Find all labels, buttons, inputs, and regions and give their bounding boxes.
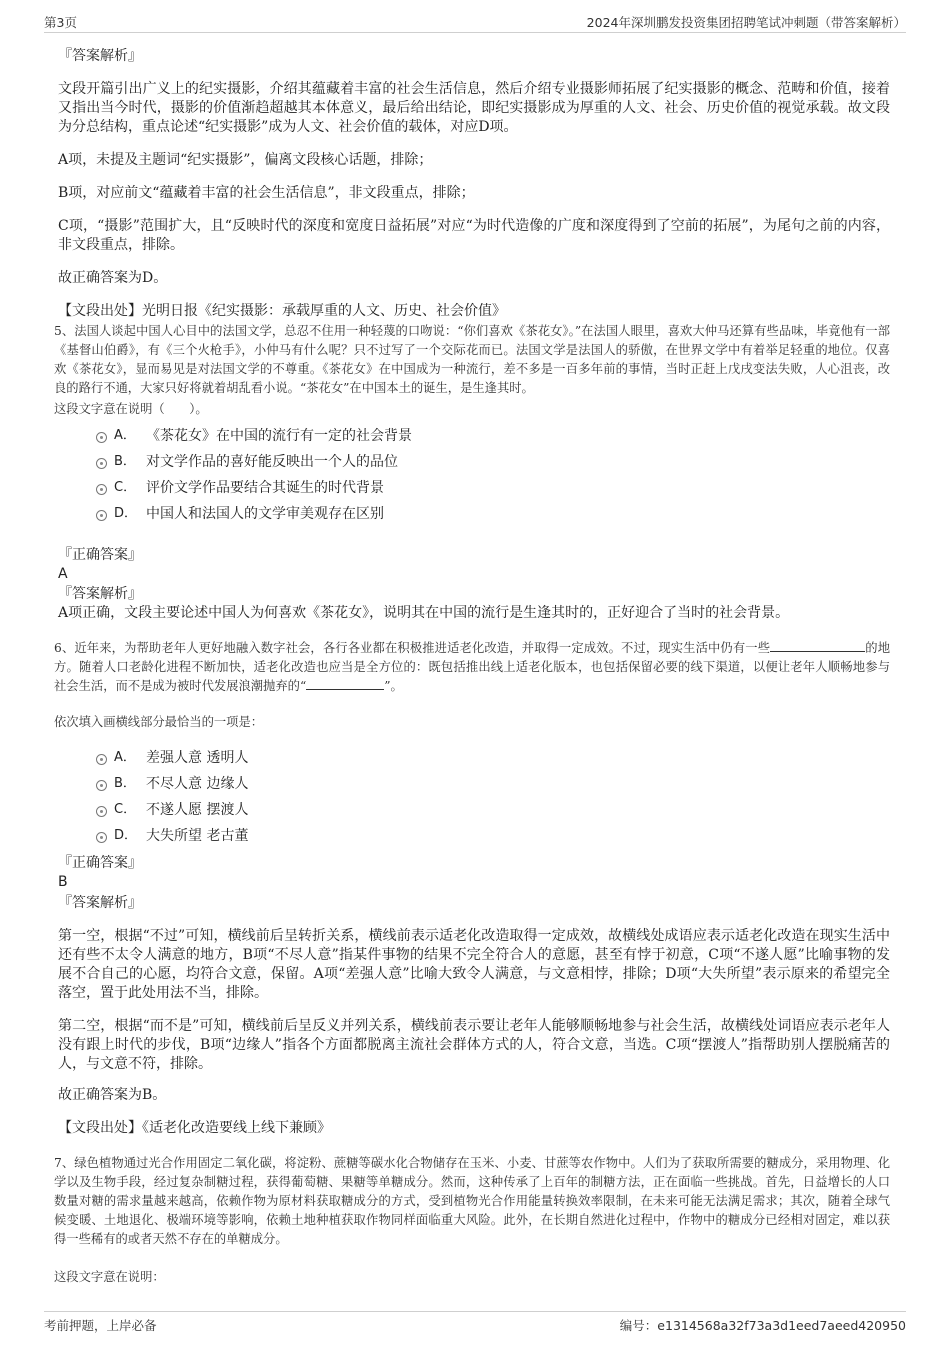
q6-analysis-p1: 第一空，根据“不过”可知，横线前后呈转折关系，横线前表示适老化改造取得一定成效，故横线处成语应表示适老化改造在现实生活中还有些不太令人满意的地方，B项“不尽人意”指某件事物的结果不完全符合人的意愿，甚至有悖于初意，C项“不遂人愿”比喻事物的发展不合自己的心愿，均符合文意，保留。A项“差强人意”比喻大致令人满意，与文意相悖，排除；D项“大失所望”表示原来的希望完全落空，置于此处用法不当，排除。 xyxy=(58,928,890,1001)
q5-analysis-label: 『答案解析』 xyxy=(58,586,142,602)
q6-answer-label: 『正确答案』 xyxy=(58,855,142,871)
q6-analysis-p3: 故正确答案为B。 xyxy=(58,1087,167,1103)
page-header xyxy=(44,10,906,33)
q7-ask: 这段文字意在说明： xyxy=(54,1270,165,1284)
q4-source: 【文段出处】光明日报《纪实摄影：承载厚重的人文、历史、社会价值》 xyxy=(58,303,506,319)
document-code: 编号：e1314568a32f73a3d1eed7aeed420950 xyxy=(619,1318,906,1333)
q4-analysis-p3: B项，对应前文“蕴藏着丰富的社会生活信息”，非文段重点，排除； xyxy=(58,185,475,201)
footer-slogan: 考前押题，上岸必备 xyxy=(44,1318,157,1333)
q7-stem: 7、绿色植物通过光合作用固定二氧化碳，将淀粉、蔗糖等碳水化合物储存在玉米、小麦、甘蔗等农作物中。人们为了获取所需要的糖成分，采用物理、化学以及生物手段，经过复杂制糖过程，获得葡萄糖、果糖等单糖成分。然而，这种传承了上百年的制糖方法，正在面临一些挑战。首先，日益增长的人口数量对糖的需求量越来越高，依赖作物为原材料获取糖成分的方式，受到植物光合作用能量转换效率限制，在未来可能无法满足需求；其次，随着全球气候变暖、土地退化、极端环境等影响，依赖土地种植获取作物同样面临重大风险。此外，在长期自然进化过程中，作物中的糖成分已经相对固定，难以获得一些稀有的或者天然不存在的单糖成分。 xyxy=(54,1156,890,1246)
q6-source: 【文段出处】《适老化改造要线上线下兼顾》 xyxy=(58,1120,331,1136)
q4-analysis-p2: A项，未提及主题词“纪实摄影”，偏离文段核心话题，排除； xyxy=(58,152,433,168)
q4-analysis-p4: C项，“摄影”范围扩大，且“反映时代的深度和宽度日益拓展”对应“为时代造像的广度和深度得到了空前的拓展”，为尾句之前的内容，非文段重点，排除。 xyxy=(58,218,890,253)
q5-ask: 这段文字意在说明（ ）。 xyxy=(54,402,208,416)
radio-icon[interactable] xyxy=(96,458,107,469)
q5-answer: A xyxy=(58,566,68,582)
q4-analysis-p1: 文段开篇引出广义上的纪实摄影，介绍其蕴藏着丰富的社会生活信息，然后介绍专业摄影师拓展了纪实摄影的概念、范畴和价值，接着又指出当今时代，摄影的价值渐趋超越其本体意义，最后给出结论，即纪实摄影成为厚重的人文、社会、历史价值的视觉承载。故文段为分总结构，重点论述“纪实摄影”成为人文、社会价值的载体，对应D项。 xyxy=(58,81,890,135)
radio-icon[interactable] xyxy=(96,754,107,765)
q5-stem: 5、法国人谈起中国人心目中的法国文学，总忍不住用一种轻蔑的口吻说：“你们喜欢《茶花女》。”在法国人眼里，喜欢大仲马还算有些品味，毕竟他有一部《基督山伯爵》，有《三个火枪手》，小仲马有什么呢？只不过写了一个交际花而已。法国文学是法国人的骄傲，在世界文学中有着举足轻重的地位。仅喜欢《茶花女》，显而易见是对法国文学的不尊重。《茶花女》在中国成为一种流行，差不多是一百多年前的事情，当时正赶上戊戌变法失败，人心沮丧，改良的路行不通，大家只好将就着胡乱看小说。“茶花女”在中国本土的诞生，是生逢其时。 xyxy=(54,324,890,395)
blank-1 xyxy=(770,639,865,652)
q5-answer-label: 『正确答案』 xyxy=(58,547,142,563)
radio-icon[interactable] xyxy=(96,832,107,843)
radio-icon[interactable] xyxy=(96,432,107,443)
radio-icon[interactable] xyxy=(96,484,107,495)
q6-analysis-label: 『答案解析』 xyxy=(58,895,142,911)
radio-icon[interactable] xyxy=(96,510,107,521)
q6-ask: 依次填入画横线部分最恰当的一项是： xyxy=(54,715,264,729)
radio-icon[interactable] xyxy=(96,780,107,791)
q6-answer: B xyxy=(58,874,68,890)
q5-analysis: A项正确，文段主要论述中国人为何喜欢《茶花女》，说明其在中国的流行是生逢其时的，正好迎合了当时的社会背景。 xyxy=(58,605,790,621)
q4-analysis-label: 『答案解析』 xyxy=(58,48,142,64)
q6-stem: 6、近年来，为帮助老年人更好地融入数字社会，各行各业都在积极推进适老化改造，并取得一定成效。不过，现实生活中仍有一些 的地方。随着人口老龄化进程不断加快，适老化改造也应当是全方位的：既包括推出线上适老化版本，也包括保留必要的线下渠道，以便让老年人顺畅地参与社会生活，而不是成为被时代发展浪潮抛弃的“ ”。 xyxy=(54,641,890,693)
blank-2 xyxy=(306,677,384,690)
document-title: 2024年深圳鹏发投资集团招聘笔试冲刺题（带答案解析） xyxy=(586,15,906,30)
radio-icon[interactable] xyxy=(96,806,107,817)
page-footer xyxy=(44,1311,906,1334)
q4-analysis-p5: 故正确答案为D。 xyxy=(58,270,168,286)
q6-analysis-p2: 第二空，根据“而不是”可知，横线前后呈反义并列关系，横线前表示要让老年人能够顺畅地参与社会生活，故横线处词语应表示老年人没有跟上时代的步伐，B项“边缘人”指各个方面都脱离主流社会群体方式的人，符合文意，当选。C项“摆渡人”指帮助别人摆脱痛苦的人，与文意不符，排除。 xyxy=(58,1018,890,1072)
page-number: 第3页 xyxy=(44,15,77,30)
